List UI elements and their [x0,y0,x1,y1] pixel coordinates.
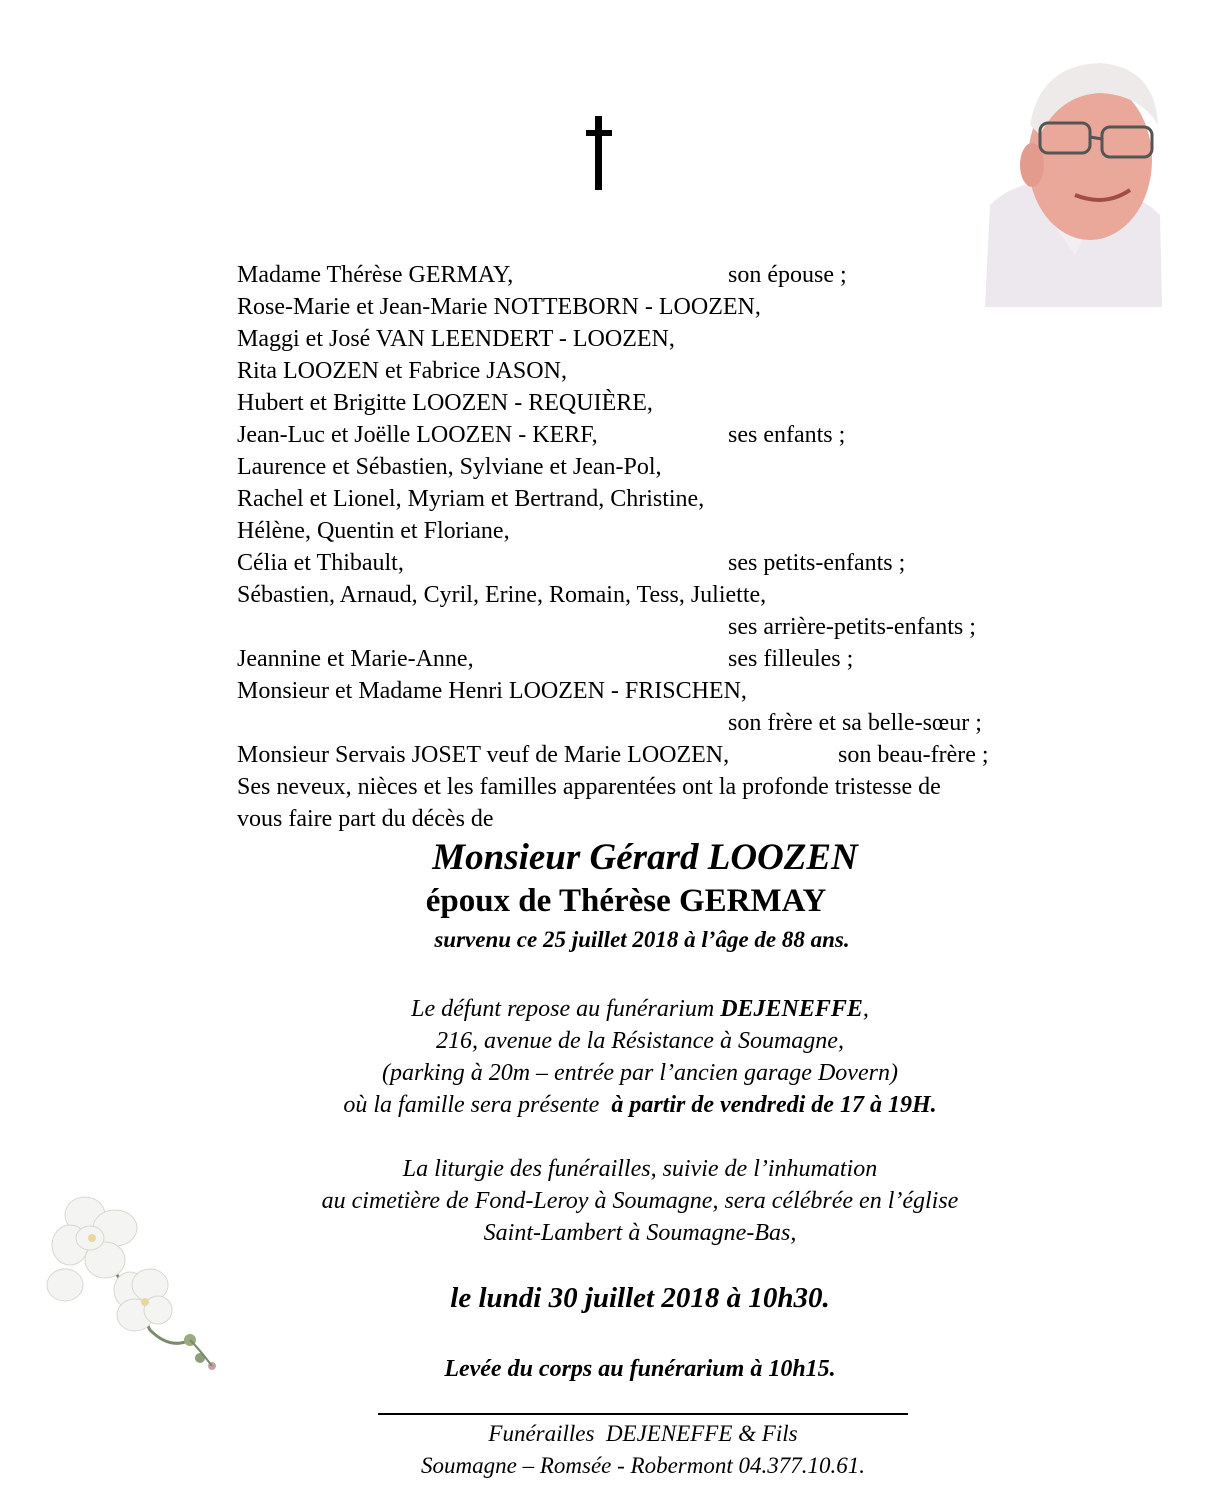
family-row: Laurence et Sébastien, Sylviane et Jean-Pol, [237,454,662,480]
family-list [237,259,1097,771]
announcement-text: Ses neveux, nièces et les familles apparentées ont la profonde tristesse de vous faire part du décès de [237,774,941,832]
family-row: Rose-Marie et Jean-Marie NOTTEBORN - LOOZEN, [237,294,761,320]
family-row: Célia et Thibault, ses petits-enfants ; [237,550,906,576]
levee-line: Levée du corps au funérarium à 10h15. [444,1356,836,1382]
family-row: Hubert et Brigitte LOOZEN - REQUIÈRE, [237,390,653,416]
family-row: Sébastien, Arnaud, Cyril, Erine, Romain, Tess, Juliette, [237,582,767,608]
orchid-flower-icon [40,1190,220,1380]
family-row: Jeannine et Marie-Anne, ses filleules ; [237,646,854,672]
family-row: son frère et sa belle-sœur ; [728,710,982,736]
funerarium-info: Le défunt repose au funérarium DEJENEFFE, 216, avenue de la Résistance à Soumagne, (parking à 20m – entrée par l’ancien garage Dovern) où la famille sera présente à partir de vendredi de 17 à 19H. [343,996,937,1118]
ceremony-date: le lundi 30 juillet 2018 à 10h30. [450,1282,830,1314]
family-row: Maggi et José VAN LEENDERT - LOOZEN, [237,326,675,352]
brother-in-law-row: Monsieur Servais JOSET veuf de Marie LOOZEN, son beau-frère ; [237,742,989,768]
family-row: Madame Thérèse GERMAY, son épouse ; [237,262,847,288]
family-row: Rachel et Lionel, Myriam et Bertrand, Christine, [237,486,705,512]
family-row: Rita LOOZEN et Fabrice JASON, [237,358,567,384]
family-row: Hélène, Quentin et Floriane, [237,518,510,544]
separator-line [378,1413,908,1415]
family-row: Jean-Luc et Joëlle LOOZEN - KERF, ses enfants ; [237,422,846,448]
liturgy-info: La liturgie des funérailles, suivie de l’inhumation au cimetière de Fond-Leroy à Soumagne, sera célébrée en l’église Saint-Lambert à Soumagne-Bas, [321,1156,959,1246]
family-row: Monsieur et Madame Henri LOOZEN - FRISCHEN, [237,678,747,704]
cross-icon [586,116,612,190]
family-row: ses arrière-petits-enfants ; [728,614,976,640]
footer-funeral-home: Funérailles DEJENEFFE & Fils Soumagne – Romsée - Robermont 04.377.10.61. [421,1421,865,1478]
